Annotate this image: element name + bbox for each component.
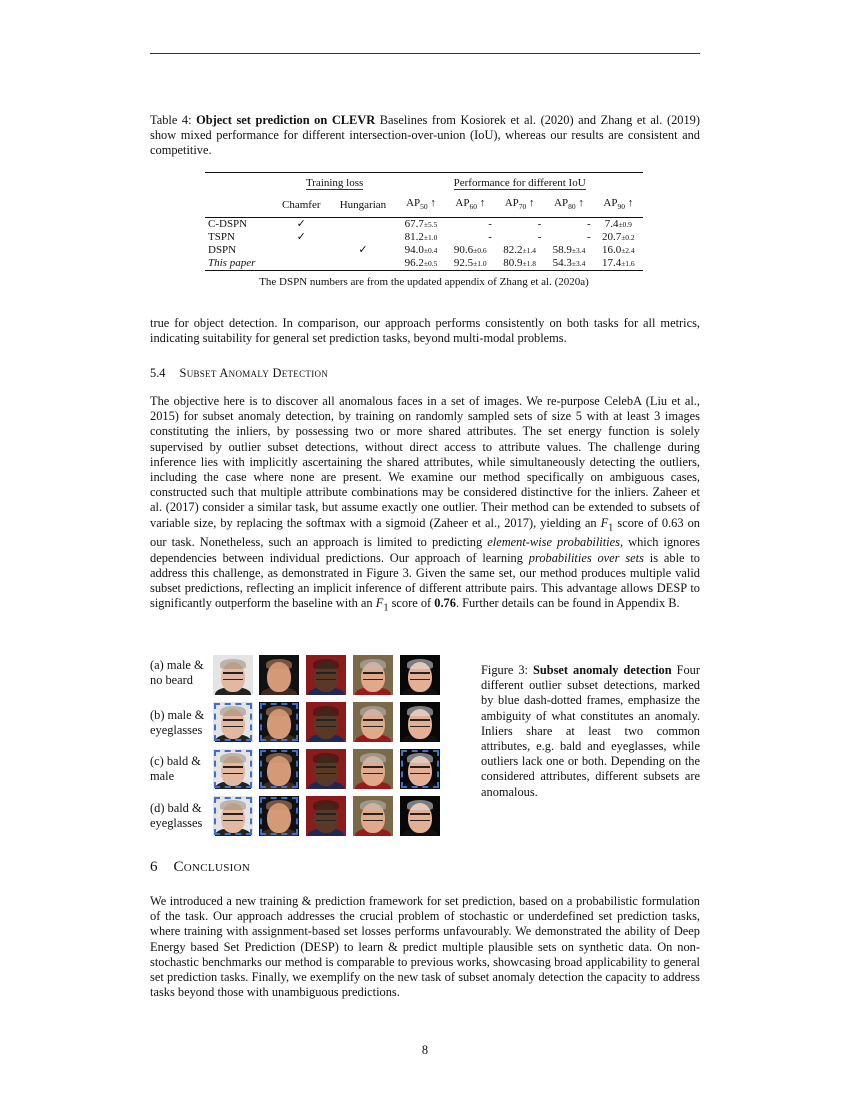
cell-hungarian [330, 257, 397, 271]
face-image [353, 796, 393, 836]
row-label-d: (d) bald & eyeglasses [150, 801, 203, 830]
cell-chamfer: ✓ [296, 218, 306, 231]
table-group-header [205, 173, 643, 195]
face-image [306, 702, 346, 742]
row-name: TSPN [208, 231, 235, 244]
results-table [205, 172, 643, 271]
table-caption-text: Baselines from Kosiorek et al. (2020) and Zhang et al. (2019) show mixed performance for different intersection-over-union (IoU), whereas our results are consistent and competitive. [150, 113, 700, 158]
cell-value: 7.4±0.9 [604, 218, 632, 231]
table-row [205, 257, 643, 271]
table-caption [150, 113, 700, 159]
col-hungarian: Hungarian [330, 194, 397, 218]
cell-hungarian [330, 218, 397, 232]
face-image [400, 702, 440, 742]
face-image [400, 749, 440, 789]
cell-value: - [586, 231, 591, 244]
cell-value: 17.4±1.6 [594, 257, 643, 271]
cell-value: 20.7±0.2 [601, 231, 635, 244]
cell-value: 81.2±1.0 [404, 231, 438, 244]
face-image [213, 796, 253, 836]
group-performance: Performance for different IoU [453, 177, 586, 189]
cell-hungarian [330, 231, 397, 244]
face-image [306, 749, 346, 789]
row-label-c: (c) bald & male [150, 754, 201, 783]
face-image [353, 655, 393, 695]
table-row [205, 244, 643, 257]
row-name: DSPN [208, 244, 237, 257]
section-heading-6 [150, 859, 250, 876]
table-body [205, 218, 643, 271]
table-row [205, 231, 643, 244]
row-name: C-DSPN [208, 218, 248, 231]
cell-value: - [537, 231, 542, 244]
cell-value: 96.2±0.5 [396, 257, 445, 271]
face-image [259, 702, 299, 742]
face-image [259, 749, 299, 789]
cell-hungarian: ✓ [358, 244, 368, 257]
section-number: 6 [150, 859, 158, 875]
cell-value: 94.0±0.4 [404, 244, 438, 257]
col-chamfer: Chamfer [273, 194, 330, 218]
face-image [353, 749, 393, 789]
face-image [353, 702, 393, 742]
table-caption-title: Object set prediction on CLEVR [196, 113, 376, 127]
cell-value: - [488, 218, 492, 231]
cell-chamfer [273, 244, 330, 257]
row-name: This paper [205, 257, 273, 271]
face-image [306, 655, 346, 695]
col-ap50: $AP_{50}$ ↑ [396, 194, 445, 218]
table-note: The DSPN numbers are from the updated appendix of Zhang et al. (2020a) [259, 276, 589, 288]
cell-value: - [488, 231, 492, 244]
face-image [213, 655, 253, 695]
cell-value: - [537, 218, 542, 231]
row-label-a: (a) male & no beard [150, 658, 204, 687]
section-heading-5-4 [150, 366, 328, 381]
col-ap60: $AP_{60}$ ↑ [446, 194, 495, 218]
face-image [259, 796, 299, 836]
section-title: Subset Anomaly Detection [179, 366, 329, 380]
cell-value: 16.0±2.4 [601, 244, 635, 257]
page-number: 8 [421, 1043, 429, 1057]
face-image [213, 749, 253, 789]
section-number: 5.4 [150, 366, 166, 380]
section-title: Conclusion [173, 859, 251, 875]
cell-value: 67.7±5.5 [404, 218, 438, 231]
face-image [400, 796, 440, 836]
paragraph-anomaly-detection: The objective here is to discover all anomalous faces in a set of images. We re-purpose CelebA (Liu et al., 2015) for subset anomaly detection, by training on randomly sampled sets of size 5 with at least 3 images constituting the inliers, by possessing two or more shared attributes. The set energy function is solely supervised by outlier subset detections, without direct access to attribute values. The challenge during inference lies with implicitly ascertaining the shared attributes, while simultaneously detecting the outliers, including the case where none are present. We examine our method specifically on ambiguous cases, constructed such that multiple attribute combinations may be considered distinctive for the inliers. Zaheer et al. (2017) consider a similar task, but assume exactly one outlier. Their method can be extended to subsets of variable size, by replacing the softmax with a sigmoid (Zaheer et al., 2017), yielding an $F_1$ score of 0.63 on our task. Nonetheless, such an approach is limited to predicting element-wise probabilities, which ignores dependencies between individual predictions. Our approach of learning probabilities over sets is able to address this challenge, as demonstrated in Figure 3. Given the same set, our method produces multiple valid subset predictions, reflecting an implicit inference of different attribute pairs. This advantage allows DESP to significantly outperform the baseline with an $F_1$ score of 0.76. Further details can be found in Appendix B. [150, 394, 701, 614]
cell-value: 80.9±1.8 [495, 257, 544, 271]
cell-value: 82.2±1.4 [503, 244, 536, 257]
header-rule [150, 53, 700, 54]
cell-value: 54.3±3.4 [544, 257, 593, 271]
paragraph-continuation: true for object detection. In comparison, our approach performs consistently on both tasks for all metrics, indicating suitability for general set prediction tasks, beyond multi-modal problems. [150, 316, 700, 346]
cell-value: 92.5±1.0 [446, 257, 495, 271]
table-caption-label: Table 4: [150, 113, 197, 127]
cell-value: 90.6±0.6 [453, 244, 487, 257]
col-ap70: $AP_{70}$ ↑ [495, 194, 544, 218]
face-image [306, 796, 346, 836]
col-ap90: $AP_{90}$ ↑ [594, 194, 643, 218]
table-column-header [205, 194, 643, 218]
cell-value: 58.9±3.4 [552, 244, 586, 257]
row-label-b: (b) male & eyeglasses [150, 708, 205, 737]
table-row [205, 218, 643, 232]
group-training-loss: Training loss [305, 177, 364, 189]
paragraph-conclusion: We introduced a new training & prediction framework for set prediction, based on a probabilistic formulation of the task. Our approach addresses the crucial problem of stochastic or underdefined set prediction tasks, where training with assignment-based set losses performs unfavourably. We demonstrated the ability of Deep Energy based Set Prediction (DESP) to learn & predict multiple plausible sets on synthetic data. On non-stochastic benchmarks our method is comparable to previous works, showcasing broad applicability to general set prediction tasks. Finally, we exemplify on the new task of subset anomaly detection the capacity to address tasks beyond those with unambiguous predictions. [150, 894, 700, 1000]
cell-value: - [586, 218, 591, 231]
cell-chamfer [273, 257, 330, 271]
figure-caption: Figure 3: Subset anomaly detection Four different outlier subset detections, marked by blue dash-dotted frames, emphasize the ambiguity of what constitutes an anomaly. Inliers share at least two common attributes, e.g. bald and eyeglasses, while outliers lack one or both. Depending on the considered attributes, different subsets are anomalous. [481, 663, 700, 799]
cell-chamfer: ✓ [296, 231, 306, 244]
face-image [213, 702, 253, 742]
face-image [259, 655, 299, 695]
face-image [400, 655, 440, 695]
col-ap80: $AP_{80}$ ↑ [544, 194, 593, 218]
